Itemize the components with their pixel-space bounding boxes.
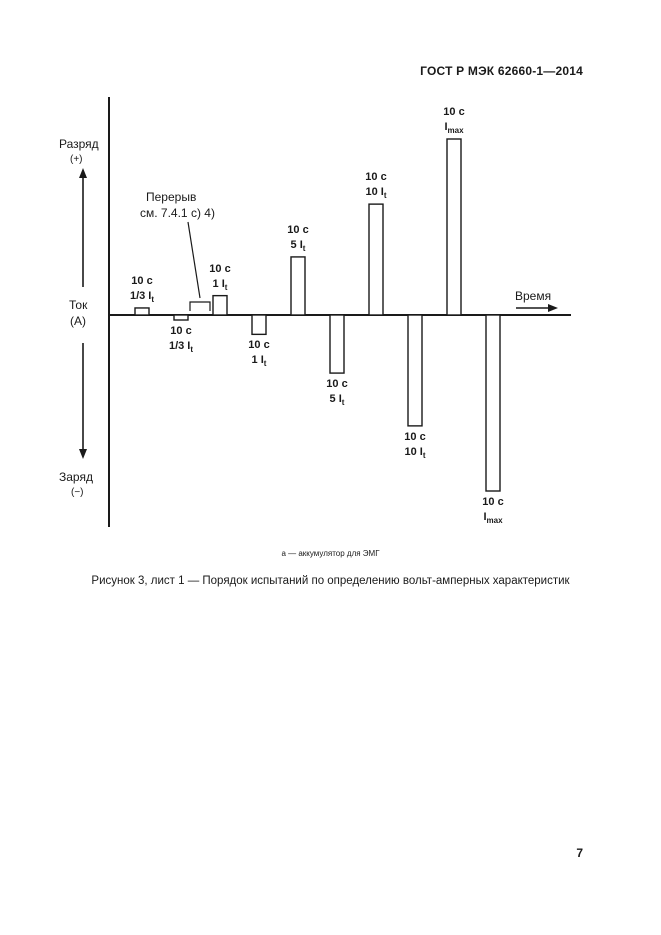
pulse-current-main: I <box>444 121 448 133</box>
discharge-sign: (+) <box>70 154 83 165</box>
pulse-duration: 10 с <box>404 430 426 443</box>
pulse-label-9 <box>424 105 484 138</box>
pulse-current <box>151 339 211 357</box>
pulse-current-subscript: t <box>190 345 194 355</box>
pulse-bar-10 <box>486 315 500 491</box>
discharge-label: Разряд <box>59 137 99 151</box>
break-note-title: Перерыв <box>146 190 197 204</box>
pulse-current <box>385 445 445 463</box>
time-axis-label: Время <box>515 289 552 303</box>
pulse-current-subscript: t <box>224 282 228 292</box>
pulse-duration: 10 с <box>248 339 270 352</box>
page-number: 7 <box>576 846 583 860</box>
pulse-current <box>190 277 250 295</box>
pulse-label-6 <box>307 377 367 410</box>
pulse-current-subscript: t <box>151 295 155 305</box>
charge-label: Заряд <box>59 470 93 484</box>
pulse-bar-5 <box>291 257 305 315</box>
pulse-current-subscript: t <box>263 359 267 369</box>
pulse-bar-2 <box>174 315 188 320</box>
pulse-label-7 <box>346 170 406 203</box>
document-header: ГОСТ Р МЭК 62660-1—2014 <box>420 64 583 78</box>
charge-arrow-head-icon <box>79 449 87 459</box>
current-axis-unit: (А) <box>70 314 86 328</box>
pulse-current-main: 1 I <box>212 277 225 290</box>
pulse-label-1 <box>112 274 172 307</box>
figure-note: а — аккумулятор для ЭМГ <box>281 549 380 558</box>
pulse-label-5 <box>268 223 328 256</box>
pulse-current <box>268 238 328 256</box>
pulse-current <box>307 392 367 410</box>
pulse-bar-9 <box>447 139 461 315</box>
pulse-current-main: 1/3 I <box>129 289 152 302</box>
pulse-label-8 <box>385 430 445 463</box>
current-axis-label: Ток <box>69 298 88 312</box>
pulse-current-subscript: max <box>486 516 503 526</box>
pulse-label-4 <box>229 338 289 371</box>
pulse-current-subscript: max <box>447 126 464 136</box>
pulse-duration: 10 с <box>170 325 192 337</box>
break-bracket <box>190 302 210 311</box>
pulse-duration: 10 с <box>365 171 387 184</box>
pulse-duration: 10 с <box>287 223 309 236</box>
pulse-current <box>229 353 289 371</box>
pulse-bar-8 <box>408 315 422 426</box>
pulse-current-subscript: t <box>302 244 306 254</box>
pulse-current-subscript: t <box>341 398 345 408</box>
break-note-reference: см. 7.4.1 с) 4) <box>140 206 215 220</box>
pulse-duration: 10 с <box>131 274 153 287</box>
pulse-duration: 10 с <box>443 106 465 118</box>
pulse-bar-6 <box>330 315 344 373</box>
pulse-bar-4 <box>252 315 266 334</box>
pulse-current-main: 1/3 I <box>168 340 191 352</box>
pulse-bar-1 <box>135 308 149 315</box>
discharge-arrow-head-icon <box>79 168 87 178</box>
pulse-current-main: 10 I <box>365 186 384 199</box>
time-arrow-head-icon <box>548 304 558 312</box>
charge-sign: (−) <box>71 487 84 498</box>
pulse-duration: 10 с <box>482 496 504 508</box>
pulse-current <box>463 510 523 528</box>
pulse-current <box>424 120 484 138</box>
pulse-current-subscript: t <box>422 451 426 461</box>
pulse-current <box>346 185 406 203</box>
pulse-current-main: 1 I <box>251 354 264 367</box>
pulse-current-main: 5 I <box>290 238 303 251</box>
pulse-current <box>112 289 172 307</box>
pulse-current-main: 5 I <box>329 393 342 406</box>
pulse-duration: 10 с <box>209 262 231 275</box>
pulse-bar-3 <box>213 296 227 315</box>
pulse-current-subscript: t <box>383 191 387 201</box>
pulse-label-3 <box>190 262 250 295</box>
figure-caption: Рисунок 3, лист 1 — Порядок испытаний по определению вольт-амперных характеристик <box>91 575 570 587</box>
pulse-label-10 <box>463 495 523 528</box>
pulse-current-main: 10 I <box>404 445 423 458</box>
pulse-duration: 10 с <box>326 378 348 391</box>
pulse-current-main: I <box>483 511 487 523</box>
pulse-bar-7 <box>369 204 383 315</box>
pulse-label-2 <box>151 324 211 357</box>
